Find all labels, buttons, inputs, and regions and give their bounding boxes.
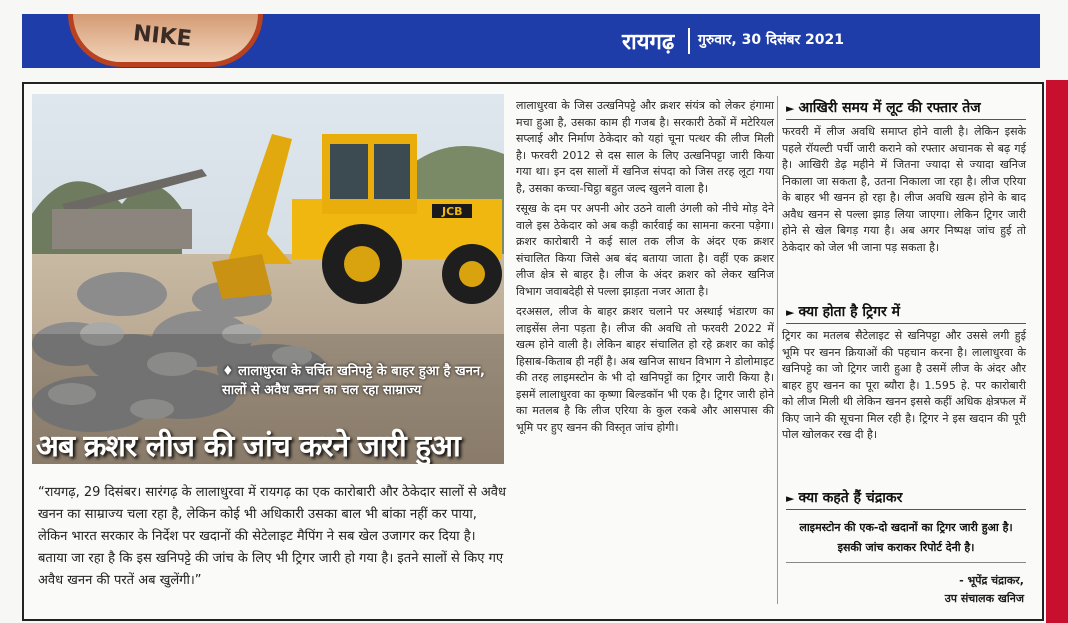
masthead-separator xyxy=(688,28,690,54)
masthead-photo xyxy=(68,14,263,67)
subheading xyxy=(786,302,1026,324)
accent-bar xyxy=(1046,80,1068,623)
photo-caption xyxy=(222,362,504,400)
arrow-icon: ► xyxy=(786,102,795,115)
column-three-block xyxy=(782,124,1026,260)
vehicle-brand-label: JCB xyxy=(442,205,463,218)
excavator-photo-illustration xyxy=(32,94,504,464)
column-three-block xyxy=(782,328,1026,448)
article-photo xyxy=(32,94,504,464)
quote-divider xyxy=(786,562,1026,563)
subheading-text: क्या होता है ट्रिगर में xyxy=(798,304,900,320)
masthead-date: गुरुवार, 30 दिसंबर 2021 xyxy=(698,32,845,48)
column-divider xyxy=(777,96,778,604)
photo-caption-line1: ♦ लालाधुरवा के चर्चित खनिपट्टे के बाहर हुआ है खनन, xyxy=(222,364,485,379)
arrow-icon: ► xyxy=(786,306,795,319)
masthead-city: रायगढ़ xyxy=(622,30,675,55)
arrow-icon: ► xyxy=(786,492,795,505)
quote-signature xyxy=(904,572,1024,608)
photo-caption-line2: सालों से अवैध खनन का चल रहा साम्राज्य xyxy=(222,383,422,398)
column-two-paragraph: लालाधुरवा के जिस उत्खनिपट्टे और क्रशर संयंत्र को लेकर हंगामा मचा हुआ है, उसका काम ही गजब है। सरकारी ठेकों में मटेरियल सप्लाई और निर्माण ठेकेदार को यहां चूना पत्थर की लीज मिली है। फरवरी 2012 से दस साल के लिए उत्खनिपट्टा जारी किया गया था। इन दस सालों में खनिज संपदा को जिस तरह लूटा गया है, उसका कच्चा-चिट्ठा बहुत जल्द खुलने वाला है। xyxy=(516,99,774,195)
signature-name: - भूपेंद्र चंद्राकर, xyxy=(959,574,1024,587)
article-frame xyxy=(22,82,1044,621)
subheading-text: क्या कहते हैं चंद्राकर xyxy=(798,490,903,506)
masthead-logo-text: NIKE xyxy=(131,21,193,52)
masthead xyxy=(22,14,1040,68)
subheading xyxy=(786,488,1026,510)
column-three-paragraph: ट्रिगर का मतलब सैटेलाइट से खनिपट्टा और उससे लगी हुई भूमि पर खनन क्रियाओं की पहचान करना है। लालाधुरवा के खनिपट्टे का जो ट्रिगर जारी हुआ है उसमें लीज के अंदर और बाहर हुए खनन का पूरा ब्यौरा है। 1.595 हे. पर कारोबारी को लीज मिली थी लेकिन खनन इससे कहीं अधिक क्षेत्रफल में किए जाने की सूचना मिल रही है। ट्रिगर ने इस खदान की पूरी पोल खोलकर रख दी है। xyxy=(782,329,1026,441)
column-two-paragraph: रसूख के दम पर अपनी ओर उठने वाली उंगली को नीचे मोड़ देने वाले इस ठेकेदार को अब कड़ी कार्रवाई का सामना करना पड़ेगा। क्रशर कारोबारी ने कई साल तक लीज के अंदर एक क्रशर संचालित किया जिसे अब बंद बताया जाता है। वहीं एक क्रशर लीज क्षेत्र से बाहर है। लीज के अंदर क्रशर को लेकर खनिज विभाग जवाबदेही से पल्ला झाड़ता नजर आता है। xyxy=(516,202,774,298)
intro-paragraph: “रायगढ़, 29 दिसंबर। सारंगढ़ के लालाधुरवा में रायगढ़ का एक कारोबारी और ठेकेदार सालों से अवैध खनन का साम्राज्य चला रहा है, लेकिन कोई भी अधिकारी उसका बाल भी बांका नहीं कर पाया, लेकिन भारत सरकार के निर्देश पर खदानों की सेटेलाइट मैपिंग ने सब खेल उजागर कर दिया है। बताया जा रहा है कि इस खनिपट्टे की जांच के लिए भी ट्रिगर जारी हो गया है। इतने सालों से किए गए अवैध खनन की परतें अब खुलेंगी।” xyxy=(38,485,507,588)
headline: अब क्रशर लीज की जांच करने जारी हुआ xyxy=(36,429,460,464)
signature-title: उप संचालक खनिज xyxy=(944,592,1024,605)
column-two xyxy=(516,98,774,440)
column-three-paragraph: फरवरी में लीज अवधि समाप्त होने वाली है। लेकिन इसके पहले रॉयल्टी पर्ची जारी कराने को रफ्तार अचानक से बढ़ गई है। आखिरी डेढ़ महीने में जितना ज्यादा से ज्यादा खनिज निकाला जा सकता है, उतना निकाला जा रहा है। लीज एरिया के बाहर भी खनन हो रहा है। लीज अवधि खत्म होने के बाद अवैध खनन से पल्ला झाड़ लिया जाएगा। लेकिन ट्रिगर जारी होने से खेल बिगड़ गया है। अब अगर निष्पक्ष जांच हुई तो ठेकेदार को जेल भी जाना पड़ सकता है। xyxy=(782,125,1026,254)
subheading-text: आखिरी समय में लूट की रफ्तार तेज xyxy=(798,100,981,116)
subheading xyxy=(786,98,1026,120)
column-two-paragraph: दरअसल, लीज के बाहर क्रशर चलाने पर अस्थाई भंडारण का लाइसेंस लेना पड़ता है। लीज की अवधि तो फरवरी 2022 में खत्म होने वाली है। लेकिन बाहर संचालित हो रहे क्रशर का कोई हिसाब-किताब ही नहीं है। अब खनिज साधन विभाग ने डोलोमाइट की तरह लाइमस्टोन के भी दो खनिपट्टों का ट्रिगर जारी किया है। इसमें लालाधुरवा का कृष्णा बिल्डकॉन भी एक है। ट्रिगर जारी होने का मतलब है कि लीज एरिया के कुल रकबे और आसपास की भूमि पर हुए खनन की विस्तृत जांच होगी। xyxy=(516,305,774,434)
pull-quote: लाइमस्टोन की एक-दो खदानों का ट्रिगर जारी हुआ है। इसकी जांच कराकर रिपोर्ट देनी है। xyxy=(799,521,1013,554)
